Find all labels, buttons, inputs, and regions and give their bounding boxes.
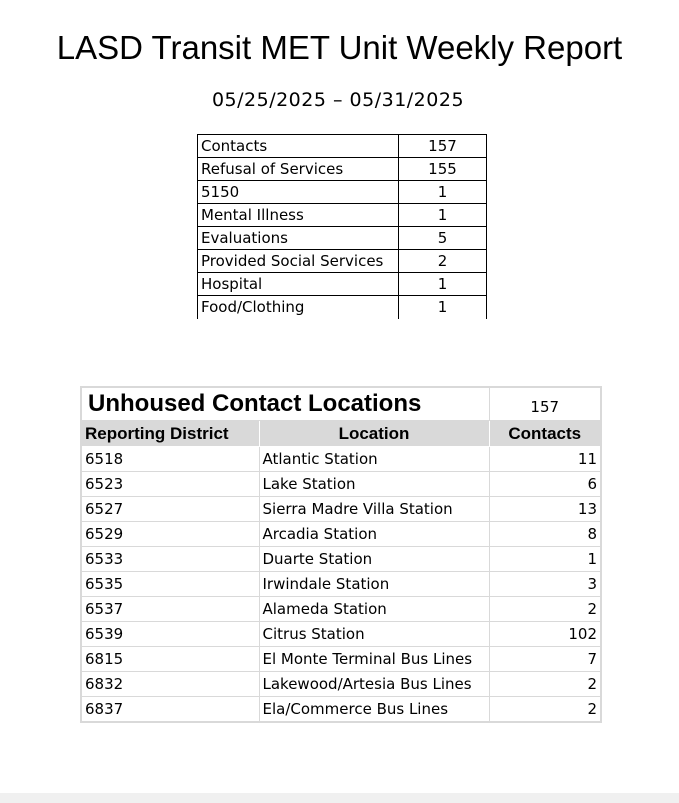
contacts-cell: 2 xyxy=(489,697,601,723)
locations-total: 157 xyxy=(489,387,601,421)
location-cell: Citrus Station xyxy=(259,622,489,647)
summary-label: 5150 xyxy=(198,181,399,204)
summary-value: 1 xyxy=(399,273,487,296)
summary-row xyxy=(198,204,487,227)
summary-value: 1 xyxy=(399,204,487,227)
contacts-cell: 6 xyxy=(489,472,601,497)
summary-value: 155 xyxy=(399,158,487,181)
district-cell: 6537 xyxy=(81,597,259,622)
location-cell: Irwindale Station xyxy=(259,572,489,597)
page-bottom-bar xyxy=(0,793,679,803)
summary-label: Refusal of Services xyxy=(198,158,399,181)
summary-row xyxy=(198,250,487,273)
location-cell: Alameda Station xyxy=(259,597,489,622)
table-row xyxy=(81,672,601,697)
header-contacts: Contacts xyxy=(489,421,601,447)
location-cell: Ela/Commerce Bus Lines xyxy=(259,697,489,723)
locations-header-row xyxy=(81,421,601,447)
contacts-cell: 1 xyxy=(489,547,601,572)
summary-value: 1 xyxy=(399,181,487,204)
report-title: LASD Transit MET Unit Weekly Report xyxy=(56,29,623,66)
table-row xyxy=(81,622,601,647)
table-row xyxy=(81,647,601,672)
district-cell: 6539 xyxy=(81,622,259,647)
locations-title: Unhoused Contact Locations xyxy=(81,387,489,421)
contacts-cell: 11 xyxy=(489,447,601,472)
summary-row xyxy=(198,135,487,158)
table-row xyxy=(81,572,601,597)
summary-value: 1 xyxy=(399,296,487,319)
summary-value: 2 xyxy=(399,250,487,273)
location-cell: Duarte Station xyxy=(259,547,489,572)
table-row xyxy=(81,547,601,572)
summary-value: 157 xyxy=(399,135,487,158)
summary-row xyxy=(198,273,487,296)
table-row xyxy=(81,522,601,547)
location-cell: El Monte Terminal Bus Lines xyxy=(259,647,489,672)
summary-label: Hospital xyxy=(198,273,399,296)
contacts-cell: 2 xyxy=(489,597,601,622)
district-cell: 6523 xyxy=(81,472,259,497)
summary-row xyxy=(198,296,487,319)
summary-row xyxy=(198,227,487,250)
summary-table xyxy=(197,134,487,319)
contacts-cell: 13 xyxy=(489,497,601,522)
header-location: Location xyxy=(259,421,489,447)
contact-locations-table xyxy=(80,386,602,723)
location-cell: Sierra Madre Villa Station xyxy=(259,497,489,522)
summary-row xyxy=(198,181,487,204)
table-row xyxy=(81,597,601,622)
summary-label: Mental Illness xyxy=(198,204,399,227)
table-row xyxy=(81,697,601,723)
district-cell: 6832 xyxy=(81,672,259,697)
location-cell: Atlantic Station xyxy=(259,447,489,472)
summary-label: Contacts xyxy=(198,135,399,158)
header-reporting-district: Reporting District xyxy=(81,421,259,447)
summary-label: Food/Clothing xyxy=(198,296,399,319)
table-row xyxy=(81,497,601,522)
contacts-cell: 7 xyxy=(489,647,601,672)
location-cell: Lakewood/Artesia Bus Lines xyxy=(259,672,489,697)
contacts-cell: 8 xyxy=(489,522,601,547)
district-cell: 6529 xyxy=(81,522,259,547)
summary-value: 5 xyxy=(399,227,487,250)
summary-label: Evaluations xyxy=(198,227,399,250)
district-cell: 6815 xyxy=(81,647,259,672)
district-cell: 6527 xyxy=(81,497,259,522)
district-cell: 6518 xyxy=(81,447,259,472)
district-cell: 6535 xyxy=(81,572,259,597)
summary-row xyxy=(198,158,487,181)
location-cell: Lake Station xyxy=(259,472,489,497)
table-row xyxy=(81,472,601,497)
locations-title-row xyxy=(81,387,601,421)
district-cell: 6533 xyxy=(81,547,259,572)
contacts-cell: 3 xyxy=(489,572,601,597)
report-date-range: 05/25/2025 – 05/31/2025 xyxy=(211,89,465,111)
location-cell: Arcadia Station xyxy=(259,522,489,547)
table-row xyxy=(81,447,601,472)
contacts-cell: 2 xyxy=(489,672,601,697)
contacts-cell: 102 xyxy=(489,622,601,647)
summary-label: Provided Social Services xyxy=(198,250,399,273)
district-cell: 6837 xyxy=(81,697,259,723)
